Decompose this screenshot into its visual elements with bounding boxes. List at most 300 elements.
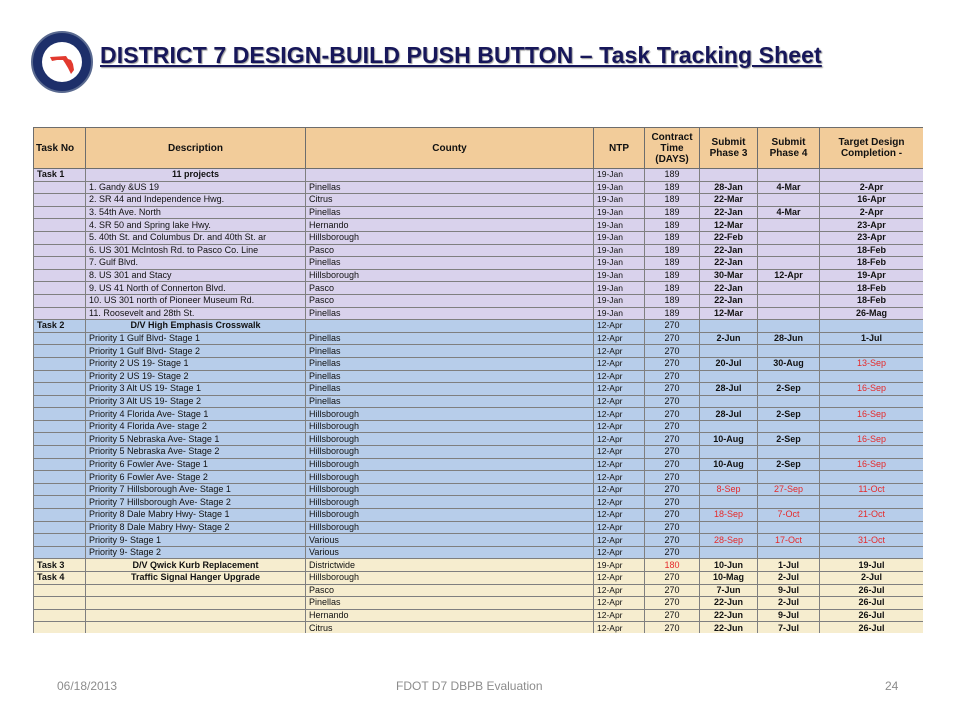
cell-submit-phase-3: 10-Aug <box>700 458 758 471</box>
cell-target-completion <box>820 370 924 383</box>
cell-submit-phase-3: 22-Jan <box>700 294 758 307</box>
cell-description: 8. US 301 and Stacy <box>86 269 306 282</box>
cell-submit-phase-3: 8-Sep <box>700 483 758 496</box>
cell-ntp: 19-Jan <box>594 269 645 282</box>
col-header-county: County <box>306 128 594 169</box>
cell-target-completion <box>820 446 924 459</box>
cell-county: Hillsborough <box>306 471 594 484</box>
cell-county: Hillsborough <box>306 231 594 244</box>
cell-submit-phase-3: 22-Feb <box>700 231 758 244</box>
table-row <box>34 433 924 446</box>
cell-county: Hernando <box>306 219 594 232</box>
cell-county: Hillsborough <box>306 521 594 534</box>
table-row <box>34 257 924 270</box>
table-row <box>34 269 924 282</box>
cell-description: Priority 9- Stage 1 <box>86 534 306 547</box>
cell-description: Priority 5 Nebraska Ave- Stage 1 <box>86 433 306 446</box>
table-row <box>34 584 924 597</box>
cell-submit-phase-4 <box>758 231 820 244</box>
cell-task-no <box>34 584 86 597</box>
cell-submit-phase-4 <box>758 370 820 383</box>
cell-contract-days: 270 <box>645 584 700 597</box>
cell-submit-phase-4: 4-Mar <box>758 181 820 194</box>
cell-description: 6. US 301 McIntosh Rd. to Pasco Co. Line <box>86 244 306 257</box>
cell-county <box>306 320 594 333</box>
cell-contract-days: 189 <box>645 307 700 320</box>
cell-ntp: 19-Jan <box>594 169 645 182</box>
cell-target-completion: 19-Jul <box>820 559 924 572</box>
table-row <box>34 332 924 345</box>
cell-description: 4. SR 50 and Spring lake Hwy. <box>86 219 306 232</box>
cell-contract-days: 189 <box>645 269 700 282</box>
cell-county: Pinellas <box>306 307 594 320</box>
table-row <box>34 244 924 257</box>
cell-task-no <box>34 534 86 547</box>
table-row <box>34 307 924 320</box>
cell-target-completion: 2-Jul <box>820 572 924 585</box>
table-row <box>34 471 924 484</box>
cell-task-no <box>34 446 86 459</box>
cell-contract-days: 270 <box>645 509 700 522</box>
cell-description: 11. Roosevelt and 28th St. <box>86 307 306 320</box>
cell-county: Hernando <box>306 609 594 622</box>
footer-title: FDOT D7 DBPB Evaluation <box>396 679 543 693</box>
cell-target-completion <box>820 395 924 408</box>
cell-contract-days: 270 <box>645 420 700 433</box>
cell-contract-days: 189 <box>645 257 700 270</box>
cell-ntp: 12-Apr <box>594 509 645 522</box>
cell-task-no <box>34 206 86 219</box>
cell-description: Priority 6 Fowler Ave- Stage 1 <box>86 458 306 471</box>
page-number: 24 <box>885 679 899 693</box>
cell-county: Citrus <box>306 194 594 207</box>
cell-description: 5. 40th St. and Columbus Dr. and 40th St. ar <box>86 231 306 244</box>
cell-contract-days: 270 <box>645 345 700 358</box>
cell-ntp: 12-Apr <box>594 546 645 559</box>
cell-ntp: 12-Apr <box>594 572 645 585</box>
cell-contract-days: 270 <box>645 572 700 585</box>
cell-task-no <box>34 383 86 396</box>
cell-description: Priority 7 Hillsborough Ave- Stage 2 <box>86 496 306 509</box>
table-row <box>34 609 924 622</box>
cell-contract-days: 270 <box>645 433 700 446</box>
cell-submit-phase-3: 7-Jun <box>700 584 758 597</box>
table-row <box>34 357 924 370</box>
cell-submit-phase-4 <box>758 320 820 333</box>
cell-contract-days: 189 <box>645 219 700 232</box>
cell-ntp: 12-Apr <box>594 332 645 345</box>
table-row <box>34 395 924 408</box>
task-tracking-sheet <box>33 127 923 633</box>
cell-ntp: 12-Apr <box>594 408 645 421</box>
cell-ntp: 19-Jan <box>594 257 645 270</box>
cell-contract-days: 189 <box>645 181 700 194</box>
cell-contract-days: 189 <box>645 244 700 257</box>
cell-task-no <box>34 420 86 433</box>
cell-task-no <box>34 194 86 207</box>
cell-task-no <box>34 521 86 534</box>
cell-task-no <box>34 609 86 622</box>
cell-county: Hillsborough <box>306 458 594 471</box>
cell-target-completion: 23-Apr <box>820 219 924 232</box>
table-row <box>34 622 924 633</box>
cell-target-completion <box>820 496 924 509</box>
cell-submit-phase-4: 2-Jul <box>758 572 820 585</box>
table-row <box>34 282 924 295</box>
cell-county <box>306 169 594 182</box>
cell-county: Pinellas <box>306 332 594 345</box>
cell-task-no <box>34 496 86 509</box>
cell-submit-phase-3: 22-Jun <box>700 597 758 610</box>
cell-task-no <box>34 307 86 320</box>
cell-ntp: 12-Apr <box>594 496 645 509</box>
cell-submit-phase-4: 17-Oct <box>758 534 820 547</box>
cell-target-completion: 31-Oct <box>820 534 924 547</box>
table-row <box>34 219 924 232</box>
cell-contract-days: 270 <box>645 546 700 559</box>
cell-county: Pinellas <box>306 395 594 408</box>
table-header-row <box>34 128 924 169</box>
cell-ntp: 19-Jan <box>594 244 645 257</box>
cell-submit-phase-3 <box>700 370 758 383</box>
cell-submit-phase-4 <box>758 169 820 182</box>
table-row <box>34 546 924 559</box>
cell-county: Hillsborough <box>306 572 594 585</box>
cell-task-no <box>34 219 86 232</box>
table-row <box>34 458 924 471</box>
cell-submit-phase-4 <box>758 257 820 270</box>
cell-contract-days: 270 <box>645 521 700 534</box>
cell-submit-phase-4: 30-Aug <box>758 357 820 370</box>
cell-submit-phase-3 <box>700 395 758 408</box>
cell-contract-days: 270 <box>645 471 700 484</box>
cell-submit-phase-4: 9-Jul <box>758 609 820 622</box>
cell-submit-phase-4: 7-Oct <box>758 509 820 522</box>
table-row <box>34 559 924 572</box>
cell-submit-phase-4: 27-Sep <box>758 483 820 496</box>
cell-contract-days: 189 <box>645 194 700 207</box>
cell-ntp: 12-Apr <box>594 584 645 597</box>
cell-ntp: 12-Apr <box>594 446 645 459</box>
cell-ntp: 12-Apr <box>594 395 645 408</box>
cell-ntp: 12-Apr <box>594 420 645 433</box>
cell-target-completion: 26-Jul <box>820 584 924 597</box>
cell-description: 10. US 301 north of Pioneer Museum Rd. <box>86 294 306 307</box>
cell-county: Pinellas <box>306 383 594 396</box>
cell-county: Pinellas <box>306 206 594 219</box>
cell-submit-phase-3 <box>700 320 758 333</box>
cell-target-completion: 2-Apr <box>820 206 924 219</box>
cell-task-no <box>34 345 86 358</box>
cell-submit-phase-3: 20-Jul <box>700 357 758 370</box>
cell-ntp: 12-Apr <box>594 597 645 610</box>
cell-submit-phase-3: 12-Mar <box>700 307 758 320</box>
cell-submit-phase-4: 28-Jun <box>758 332 820 345</box>
cell-contract-days: 270 <box>645 483 700 496</box>
cell-contract-days: 270 <box>645 357 700 370</box>
cell-submit-phase-4: 1-Jul <box>758 559 820 572</box>
cell-submit-phase-4 <box>758 219 820 232</box>
cell-submit-phase-3: 22-Jun <box>700 622 758 633</box>
cell-submit-phase-4: 2-Jul <box>758 597 820 610</box>
cell-task-no <box>34 483 86 496</box>
cell-submit-phase-3: 22-Jan <box>700 206 758 219</box>
cell-description: D/V Qwick Kurb Replacement <box>86 559 306 572</box>
cell-description <box>86 597 306 610</box>
cell-county: Hillsborough <box>306 509 594 522</box>
cell-submit-phase-3 <box>700 496 758 509</box>
cell-submit-phase-3: 10-Jun <box>700 559 758 572</box>
cell-submit-phase-4 <box>758 244 820 257</box>
cell-submit-phase-4: 7-Jul <box>758 622 820 633</box>
cell-description: Priority 2 US 19- Stage 2 <box>86 370 306 383</box>
cell-submit-phase-3 <box>700 345 758 358</box>
cell-submit-phase-4 <box>758 546 820 559</box>
cell-county: Pinellas <box>306 257 594 270</box>
cell-description: Priority 4 Florida Ave- stage 2 <box>86 420 306 433</box>
cell-submit-phase-4: 4-Mar <box>758 206 820 219</box>
cell-submit-phase-4: 9-Jul <box>758 584 820 597</box>
cell-ntp: 19-Jan <box>594 219 645 232</box>
cell-target-completion: 16-Apr <box>820 194 924 207</box>
cell-target-completion <box>820 420 924 433</box>
cell-contract-days: 189 <box>645 206 700 219</box>
cell-target-completion: 26-Jul <box>820 622 924 633</box>
cell-submit-phase-3: 22-Jan <box>700 244 758 257</box>
cell-submit-phase-4 <box>758 345 820 358</box>
cell-county: Pasco <box>306 584 594 597</box>
cell-target-completion <box>820 169 924 182</box>
cell-county: Hillsborough <box>306 420 594 433</box>
cell-description: 11 projects <box>86 169 306 182</box>
cell-contract-days: 270 <box>645 320 700 333</box>
cell-contract-days: 189 <box>645 294 700 307</box>
cell-submit-phase-3 <box>700 546 758 559</box>
cell-county: Pasco <box>306 282 594 295</box>
cell-task-no <box>34 395 86 408</box>
cell-submit-phase-3: 28-Sep <box>700 534 758 547</box>
cell-submit-phase-4: 2-Sep <box>758 458 820 471</box>
cell-description: Priority 3 Alt US 19- Stage 1 <box>86 383 306 396</box>
cell-contract-days: 270 <box>645 597 700 610</box>
cell-contract-days: 270 <box>645 496 700 509</box>
cell-submit-phase-4: 2-Sep <box>758 383 820 396</box>
cell-ntp: 12-Apr <box>594 345 645 358</box>
table-row <box>34 521 924 534</box>
fdot-logo <box>30 30 94 94</box>
cell-contract-days: 189 <box>645 231 700 244</box>
table-row <box>34 446 924 459</box>
task-table <box>33 127 923 633</box>
cell-description <box>86 622 306 633</box>
col-header-ntp: NTP <box>594 128 645 169</box>
cell-contract-days: 270 <box>645 622 700 633</box>
cell-target-completion: 16-Sep <box>820 408 924 421</box>
cell-submit-phase-4 <box>758 294 820 307</box>
cell-target-completion: 19-Apr <box>820 269 924 282</box>
col-header-target-completion: Target Design Completion - <box>820 128 924 169</box>
cell-contract-days: 270 <box>645 408 700 421</box>
table-row <box>34 597 924 610</box>
cell-contract-days: 270 <box>645 383 700 396</box>
col-header-description: Description <box>86 128 306 169</box>
cell-description: 1. Gandy &US 19 <box>86 181 306 194</box>
fdot-seal-icon <box>30 30 94 94</box>
cell-ntp: 12-Apr <box>594 383 645 396</box>
cell-county: Hillsborough <box>306 408 594 421</box>
cell-contract-days: 270 <box>645 458 700 471</box>
cell-county: Pasco <box>306 244 594 257</box>
cell-submit-phase-4 <box>758 446 820 459</box>
cell-submit-phase-3: 12-Mar <box>700 219 758 232</box>
cell-description: Priority 2 US 19- Stage 1 <box>86 357 306 370</box>
cell-submit-phase-3: 28-Jan <box>700 181 758 194</box>
cell-task-no <box>34 509 86 522</box>
table-body <box>34 169 924 634</box>
cell-county: Citrus <box>306 622 594 633</box>
cell-task-no <box>34 546 86 559</box>
cell-submit-phase-4 <box>758 307 820 320</box>
cell-county: Pinellas <box>306 357 594 370</box>
cell-target-completion: 16-Sep <box>820 383 924 396</box>
cell-description: Priority 3 Alt US 19- Stage 2 <box>86 395 306 408</box>
cell-task-no: Task 1 <box>34 169 86 182</box>
cell-county: Pinellas <box>306 345 594 358</box>
cell-task-no <box>34 244 86 257</box>
cell-ntp: 12-Apr <box>594 433 645 446</box>
cell-target-completion: 26-Jul <box>820 597 924 610</box>
cell-submit-phase-3: 18-Sep <box>700 509 758 522</box>
cell-task-no <box>34 622 86 633</box>
cell-task-no: Task 2 <box>34 320 86 333</box>
cell-task-no: Task 3 <box>34 559 86 572</box>
cell-county: Various <box>306 546 594 559</box>
table-row <box>34 420 924 433</box>
cell-ntp: 19-Jan <box>594 206 645 219</box>
table-row <box>34 483 924 496</box>
cell-submit-phase-3: 22-Mar <box>700 194 758 207</box>
cell-task-no <box>34 458 86 471</box>
table-row <box>34 194 924 207</box>
cell-ntp: 12-Apr <box>594 521 645 534</box>
cell-submit-phase-4 <box>758 471 820 484</box>
table-row <box>34 408 924 421</box>
footer-date: 06/18/2013 <box>57 679 118 693</box>
cell-ntp: 12-Apr <box>594 534 645 547</box>
cell-description: Traffic Signal Hanger Upgrade <box>86 572 306 585</box>
cell-county: Hillsborough <box>306 433 594 446</box>
cell-description <box>86 609 306 622</box>
cell-target-completion: 18-Feb <box>820 257 924 270</box>
cell-task-no <box>34 282 86 295</box>
cell-description: Priority 6 Fowler Ave- Stage 2 <box>86 471 306 484</box>
cell-task-no <box>34 433 86 446</box>
cell-task-no <box>34 408 86 421</box>
cell-submit-phase-3: 10-Aug <box>700 433 758 446</box>
col-header-submit-phase-3: Submit Phase 3 <box>700 128 758 169</box>
cell-target-completion: 18-Feb <box>820 282 924 295</box>
cell-ntp: 12-Apr <box>594 357 645 370</box>
cell-submit-phase-4 <box>758 194 820 207</box>
cell-ntp: 12-Apr <box>594 471 645 484</box>
cell-description: Priority 4 Florida Ave- Stage 1 <box>86 408 306 421</box>
cell-contract-days: 270 <box>645 332 700 345</box>
cell-contract-days: 270 <box>645 370 700 383</box>
cell-ntp: 12-Apr <box>594 458 645 471</box>
cell-contract-days: 189 <box>645 282 700 295</box>
cell-submit-phase-4 <box>758 282 820 295</box>
cell-county: Pinellas <box>306 370 594 383</box>
cell-ntp: 19-Jan <box>594 282 645 295</box>
cell-submit-phase-3 <box>700 471 758 484</box>
table-row <box>34 572 924 585</box>
table-row <box>34 181 924 194</box>
cell-task-no <box>34 181 86 194</box>
cell-ntp: 12-Apr <box>594 622 645 633</box>
col-header-contract-time: Contract Time (DAYS) <box>645 128 700 169</box>
cell-ntp: 12-Apr <box>594 370 645 383</box>
cell-submit-phase-4 <box>758 395 820 408</box>
cell-submit-phase-3 <box>700 169 758 182</box>
cell-submit-phase-4: 12-Apr <box>758 269 820 282</box>
cell-description: Priority 8 Dale Mabry Hwy- Stage 2 <box>86 521 306 534</box>
cell-description: Priority 7 Hillsborough Ave- Stage 1 <box>86 483 306 496</box>
cell-contract-days: 270 <box>645 534 700 547</box>
cell-submit-phase-3: 28-Jul <box>700 383 758 396</box>
cell-submit-phase-4 <box>758 521 820 534</box>
cell-description: Priority 9- Stage 2 <box>86 546 306 559</box>
cell-target-completion <box>820 471 924 484</box>
cell-description: Priority 5 Nebraska Ave- Stage 2 <box>86 446 306 459</box>
cell-target-completion: 1-Jul <box>820 332 924 345</box>
table-row <box>34 294 924 307</box>
cell-submit-phase-3: 22-Jan <box>700 282 758 295</box>
cell-ntp: 19-Jan <box>594 181 645 194</box>
cell-county: Pasco <box>306 294 594 307</box>
table-row <box>34 534 924 547</box>
cell-task-no <box>34 332 86 345</box>
cell-target-completion: 23-Apr <box>820 231 924 244</box>
cell-target-completion <box>820 345 924 358</box>
cell-task-no: Task 4 <box>34 572 86 585</box>
cell-target-completion: 18-Feb <box>820 244 924 257</box>
cell-target-completion <box>820 320 924 333</box>
cell-target-completion <box>820 546 924 559</box>
cell-description: Priority 1 Gulf Blvd- Stage 1 <box>86 332 306 345</box>
cell-target-completion: 21-Oct <box>820 509 924 522</box>
page-title: DISTRICT 7 DESIGN-BUILD PUSH BUTTON – Task Tracking Sheet <box>100 42 822 68</box>
cell-description: 3. 54th Ave. North <box>86 206 306 219</box>
table-row <box>34 509 924 522</box>
cell-target-completion: 16-Sep <box>820 458 924 471</box>
cell-submit-phase-4 <box>758 496 820 509</box>
cell-submit-phase-3: 22-Jun <box>700 609 758 622</box>
cell-target-completion: 13-Sep <box>820 357 924 370</box>
cell-target-completion <box>820 521 924 534</box>
col-header-task-no: Task No <box>34 128 86 169</box>
cell-county: Districtwide <box>306 559 594 572</box>
cell-task-no <box>34 269 86 282</box>
cell-submit-phase-3: 2-Jun <box>700 332 758 345</box>
cell-submit-phase-3: 22-Jan <box>700 257 758 270</box>
cell-target-completion: 26-Jul <box>820 609 924 622</box>
cell-task-no <box>34 231 86 244</box>
col-header-submit-phase-4: Submit Phase 4 <box>758 128 820 169</box>
cell-contract-days: 189 <box>645 169 700 182</box>
cell-county: Pinellas <box>306 597 594 610</box>
cell-contract-days: 180 <box>645 559 700 572</box>
cell-description: 2. SR 44 and Independence Hwg. <box>86 194 306 207</box>
